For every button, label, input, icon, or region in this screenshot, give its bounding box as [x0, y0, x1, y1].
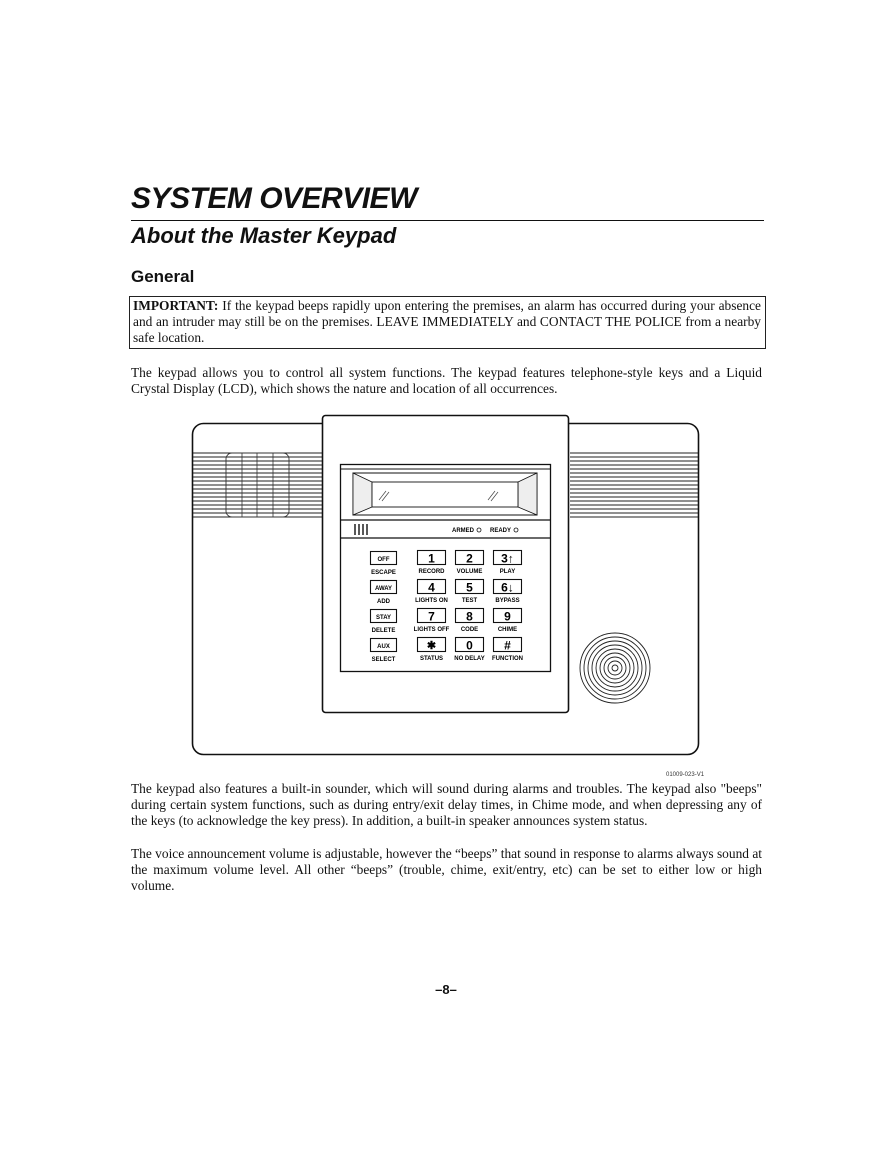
important-notice-box — [129, 296, 766, 349]
page-number: –8– — [435, 982, 457, 997]
key-5-text: 5 — [466, 580, 473, 595]
key-9-text: 9 — [504, 609, 511, 624]
function-key-away-label: ADD — [377, 599, 390, 605]
lcd-display — [353, 473, 537, 515]
page-subheading: About the Master Keypad — [131, 223, 397, 248]
keypad-illustration — [190, 412, 702, 767]
key-8-label: CODE — [460, 627, 479, 633]
volume-paragraph: The voice announcement volume is adjustable, however the “beeps” that sound in response to alarms always sound at the maximum volume level. All other “beeps” (trouble, chime, exit/entry, etc) can be set to either low or high volume. — [131, 846, 762, 894]
page-heading: SYSTEM OVERVIEW — [131, 182, 417, 215]
function-key-off[interactable] — [371, 552, 397, 577]
function-key-aux-text: AUX — [377, 644, 390, 650]
key-2[interactable] — [456, 551, 484, 576]
key-4-label: LIGHTS ON — [415, 598, 448, 604]
key-6-label: BYPASS — [495, 598, 520, 604]
function-key-off-label: ESCAPE — [371, 570, 396, 576]
ready-indicator-label: READY — [490, 528, 512, 534]
function-key-aux[interactable] — [371, 639, 397, 664]
function-key-away-text: AWAY — [374, 586, 393, 592]
armed-indicator-label: ARMED — [452, 528, 474, 534]
function-key-stay[interactable] — [371, 610, 397, 635]
key-0-text: 0 — [466, 638, 473, 653]
key-9-label: CHIME — [497, 627, 518, 633]
key-6-text: 6↓ — [501, 580, 514, 595]
function-key-aux-label: SELECT — [371, 657, 396, 663]
key-1-label: RECORD — [418, 569, 445, 575]
key-6[interactable] — [494, 580, 522, 605]
key-star-text: ✱ — [426, 640, 437, 652]
key-2-label: VOLUME — [456, 569, 483, 575]
sounder-paragraph: The keypad also features a built-in sounder, which will sound during alarms and troubles. The keypad also "beeps" during certain system functions, such as during entry/exit delay times, in Chime mode, and when depressing any of the keys (to acknowledge the key press). In addition, a built-in speaker announces system status. — [131, 781, 762, 829]
key-star-label: STATUS — [419, 656, 444, 662]
key-star[interactable] — [418, 638, 446, 663]
intro-paragraph: The keypad allows you to control all system functions. The keypad features telephone-style keys and a Liquid Crystal Display (LCD), which shows the nature and location of all occurrences. — [131, 365, 762, 397]
function-key-stay-text: STAY — [375, 615, 392, 621]
key-hash[interactable] — [492, 638, 523, 663]
figure-id: 01009-023-V1 — [666, 772, 705, 778]
function-key-stay-label: DELETE — [371, 628, 396, 634]
heading-rule — [131, 220, 764, 221]
important-text: If the keypad beeps rapidly upon entering the premises, an alarm has occurred during your absence and an intruder may still be on the premises. LEAVE IMMEDIATELY and CONTACT THE POLICE from a nearby safe location. — [133, 298, 761, 346]
function-key-off-text: OFF — [377, 557, 390, 563]
key-1-text: 1 — [428, 551, 435, 566]
key-3-label: PLAY — [499, 569, 516, 575]
important-label: IMPORTANT: — [133, 298, 219, 313]
key-0-label: NO DELAY — [454, 656, 485, 662]
section-heading: General — [131, 267, 195, 286]
key-7-label: LIGHTS OFF — [413, 627, 450, 633]
key-4-text: 4 — [428, 580, 435, 595]
key-1[interactable] — [418, 551, 446, 576]
key-hash-label: FUNCTION — [492, 656, 523, 662]
key-0[interactable] — [454, 638, 484, 663]
key-3-text: 3↑ — [501, 551, 514, 566]
key-4[interactable] — [415, 580, 448, 605]
key-7[interactable] — [414, 609, 450, 634]
key-5-label: TEST — [461, 598, 478, 604]
key-2-text: 2 — [466, 551, 473, 566]
key-8-text: 8 — [466, 609, 473, 624]
key-hash-text: # — [504, 638, 511, 653]
key-7-text: 7 — [428, 609, 435, 624]
